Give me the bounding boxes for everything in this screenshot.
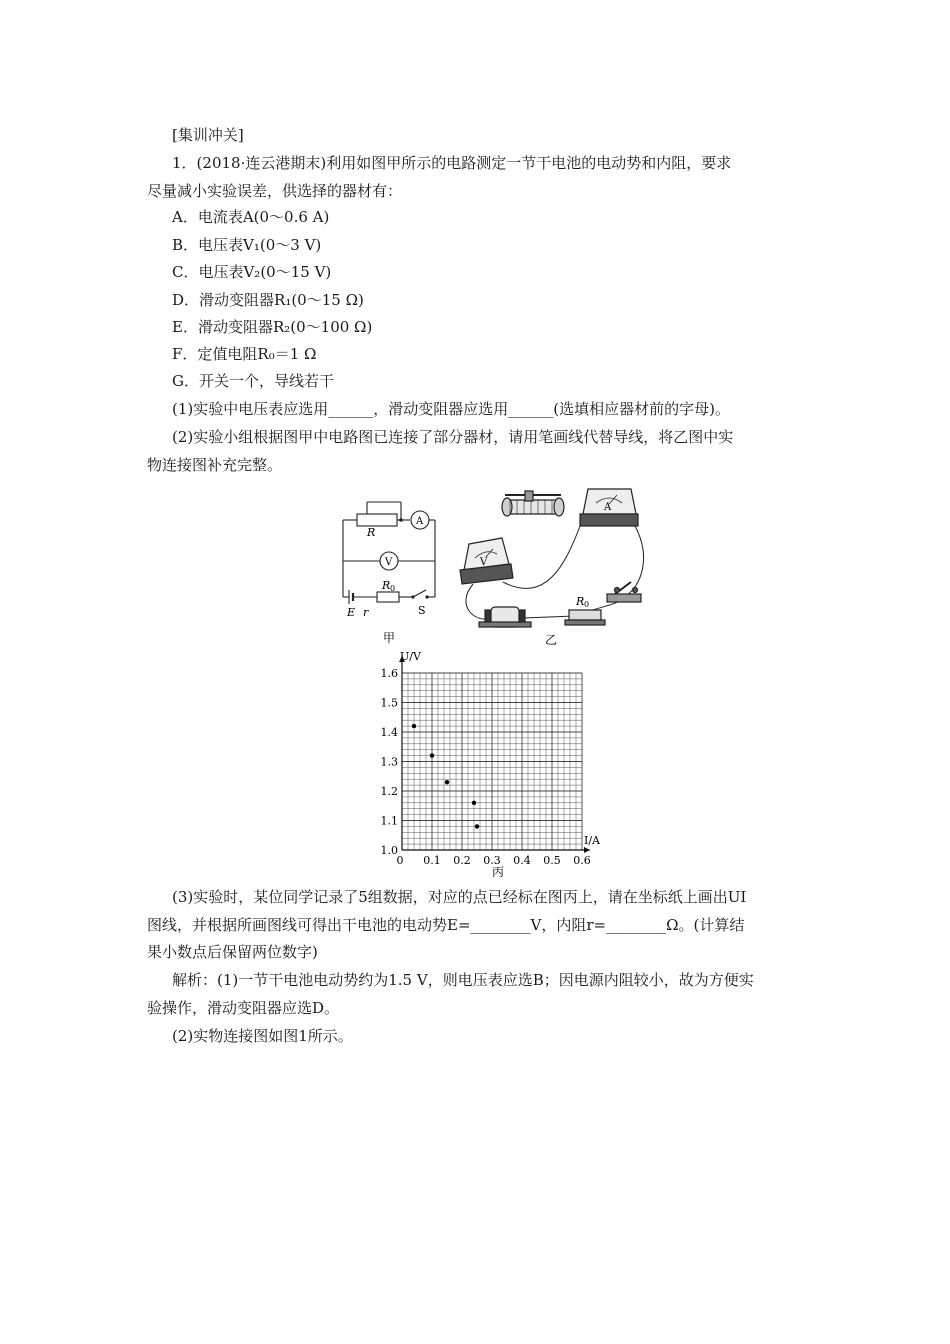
chart-points <box>412 724 479 829</box>
r0-device-label: R <box>576 595 585 608</box>
figure-jia-caption: 甲 <box>383 631 396 645</box>
part-3-line-1: (3)实验时，某位同学记录了5组数据，对应的点已经标在图丙上，请在坐标纸上画出UI <box>172 888 747 906</box>
option-b: B．电压表V₁(0～3 V) <box>172 236 322 254</box>
switch-contact <box>425 595 428 598</box>
circuit-diagram-jia <box>335 493 445 648</box>
x-axis-label: I/A <box>584 834 600 847</box>
section-heading: [集训冲关] <box>172 126 244 144</box>
option-a: A．电流表A(0～0.6 A) <box>172 208 330 226</box>
option-g: G．开关一个，导线若干 <box>172 372 334 390</box>
data-point <box>475 824 479 828</box>
y-tick-label: 1.5 <box>380 696 398 710</box>
r0-subscript: 0 <box>390 584 396 593</box>
resistor-r-label: R <box>367 526 376 539</box>
option-f: F．定值电阻R₀＝1 Ω <box>172 345 317 363</box>
part-2-line-1: (2)实验小组根据图甲中电路图已连接了部分器材，请用笔画线代替导线，将乙图中实 <box>172 428 734 446</box>
ui-graph-chart <box>370 648 600 880</box>
x-tick-label: 0.2 <box>453 854 471 867</box>
y-tick-label: 1.3 <box>380 755 398 769</box>
data-point <box>472 801 476 805</box>
question-line-2: 尽量减小实验误差，供选择的器材有： <box>147 182 403 200</box>
data-point <box>430 753 434 757</box>
voltmeter-label: V <box>385 557 393 568</box>
x-tick-label: 0.4 <box>513 854 531 867</box>
apparatus-diagram-yi <box>455 486 645 648</box>
rheostat-device <box>502 491 564 516</box>
x-axis-arrow <box>584 847 590 853</box>
ammeter-device-label: A <box>604 502 612 513</box>
option-d: D．滑动变阻器R₁(0～15 Ω) <box>172 291 364 309</box>
x-tick-label: 0.5 <box>543 854 561 867</box>
part-2-line-2: 物连接图补充完整。 <box>147 456 283 474</box>
internal-r-label: r <box>363 606 369 619</box>
emf-label: E <box>347 606 356 619</box>
voltmeter-device-label: V <box>480 557 488 568</box>
chart-grid <box>402 673 582 850</box>
x-tick-label: 0 <box>396 854 404 867</box>
data-point <box>445 780 449 784</box>
part-1: (1)实验中电压表应选用______，滑动变阻器应选用______(选填相应器材前的字母)。 <box>172 400 730 418</box>
battery-device <box>479 607 531 627</box>
circuit-node <box>399 518 403 522</box>
solution-line-3: (2)实物连接图如图1所示。 <box>172 1027 353 1045</box>
x-tick-label: 0.1 <box>423 854 441 867</box>
y-tick-label: 1.4 <box>380 726 398 739</box>
chart-ticks <box>381 667 591 867</box>
x-tick-label: 0.6 <box>573 854 591 867</box>
part-3-line-3: 果小数点后保留两位数字) <box>147 943 318 961</box>
y-tick-label: 1.6 <box>380 667 398 680</box>
switch-label: S <box>418 604 426 617</box>
chart-axes <box>399 656 590 853</box>
option-e: E．滑动变阻器R₂(0～100 Ω) <box>172 318 373 336</box>
y-tick-label: 1.2 <box>380 785 398 798</box>
ammeter-label: A <box>416 516 424 527</box>
question-line-1: 1．(2018·连云港期末)利用如图甲所示的电路测定一节干电池的电动势和内阻，要求 <box>172 154 732 172</box>
r0-device-subscript: 0 <box>584 600 590 609</box>
figure-bing-caption: 丙 <box>492 865 505 879</box>
x-tick-label: 0.3 <box>483 854 501 867</box>
r0-label: R <box>382 579 391 592</box>
data-point <box>412 724 416 728</box>
part-3-line-2: 图线，并根据所画图线可得出干电池的电动势E=________V，内阻r=________Ω。(计算结 <box>147 916 745 934</box>
solution-line-1: 解析：(1)一节干电池电动势约为1.5 V，则电压表应选B；因电源内阻较小，故为方便实 <box>172 971 754 989</box>
switch-contact <box>411 595 414 598</box>
y-tick-label: 1.0 <box>380 844 398 857</box>
y-axis-label: U/V <box>400 650 421 663</box>
figure-yi-caption: 乙 <box>545 633 558 647</box>
option-c: C．电压表V₂(0～15 V) <box>172 263 332 281</box>
y-tick-label: 1.1 <box>380 814 398 828</box>
solution-line-2: 验操作，滑动变阻器应选D。 <box>147 999 340 1017</box>
fixed-resistor-device <box>565 610 605 625</box>
